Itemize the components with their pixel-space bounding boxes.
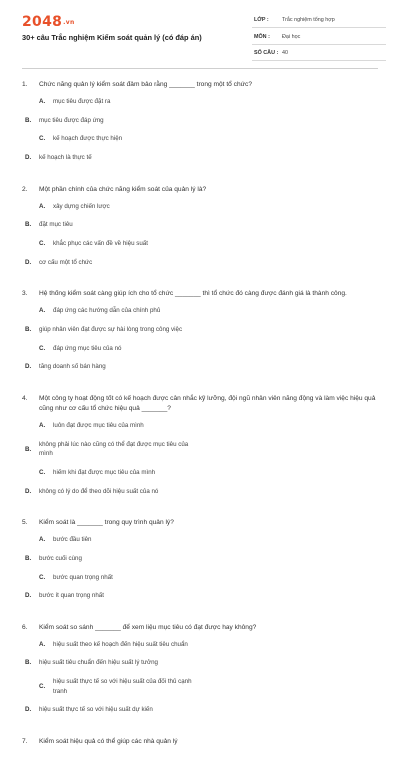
header-divider bbox=[22, 68, 378, 69]
question-item bbox=[22, 737, 378, 747]
option-text: xây dựng chiến lược bbox=[53, 202, 110, 210]
option-text: hiệu suất thực tế so với hiệu suất dự kiến bbox=[39, 706, 153, 714]
answer-option[interactable] bbox=[25, 153, 197, 163]
meta-row-class bbox=[252, 14, 386, 28]
option-letter: C. bbox=[39, 135, 46, 143]
answer-option[interactable] bbox=[25, 325, 197, 335]
question-number: 4. bbox=[22, 394, 28, 402]
option-letter: B. bbox=[25, 116, 32, 124]
answer-option[interactable] bbox=[25, 362, 197, 372]
option-letter: B. bbox=[25, 325, 32, 333]
question-number: 3. bbox=[22, 290, 28, 298]
answer-option[interactable] bbox=[39, 306, 211, 316]
option-text: hiệu suất thực tế so với hiệu suất của đối thủ cạnh tranh bbox=[53, 678, 192, 695]
page-title: 30+ câu Trắc nghiệm Kiểm soát quản lý (có đáp án) bbox=[22, 33, 202, 42]
option-text: bước ít quan trọng nhất bbox=[39, 592, 104, 600]
question-text: Kiểm soát hiệu quả có thể giúp các nhà quản lý bbox=[39, 737, 178, 745]
question-item bbox=[22, 185, 378, 277]
question-stem bbox=[22, 623, 378, 633]
question-number: 5. bbox=[22, 519, 28, 527]
answer-option[interactable] bbox=[39, 134, 211, 144]
option-letter: C. bbox=[39, 682, 46, 690]
option-letter: B. bbox=[25, 554, 32, 562]
question-text: Kiểm soát so sánh _______ để xem liệu mục tiêu có đạt được hay không? bbox=[39, 623, 257, 631]
answer-option[interactable] bbox=[39, 239, 211, 249]
question-item bbox=[22, 623, 378, 724]
logo-text: 2048 bbox=[22, 14, 63, 30]
question-text: Một công ty hoạt động tốt có kế hoạch được cân nhắc kỹ lưỡng, đội ngũ nhân viên năng động và làm việc hiệu quả cũng như cơ cấu tổ chức hiệu quả _______? bbox=[39, 394, 376, 412]
option-letter: D. bbox=[25, 592, 32, 600]
option-text: hiệu suất tiêu chuẩn đến hiệu suất lý tưởng bbox=[39, 659, 158, 667]
answer-option[interactable] bbox=[25, 258, 197, 268]
question-text: Một phần chính của chức năng kiểm soát của quản lý là? bbox=[39, 185, 207, 193]
question-stem bbox=[22, 289, 378, 299]
meta-label: MÔN : bbox=[254, 33, 270, 40]
option-letter: B. bbox=[25, 445, 32, 453]
answer-option[interactable] bbox=[39, 640, 211, 650]
option-letter: B. bbox=[25, 221, 32, 229]
options-grid bbox=[22, 421, 378, 505]
answer-option[interactable] bbox=[39, 344, 211, 354]
option-text: bước cuối cùng bbox=[39, 554, 82, 562]
option-text: đáp ứng mục tiêu của nó bbox=[53, 344, 122, 352]
answer-option[interactable] bbox=[39, 202, 211, 212]
option-letter: C. bbox=[39, 468, 46, 476]
option-text: luôn đạt được mục tiêu của mình bbox=[53, 422, 144, 430]
answer-option[interactable] bbox=[39, 468, 211, 478]
option-text: khắc phục các vấn đề về hiệu suất bbox=[53, 239, 148, 247]
option-text: hiếm khi đạt được mục tiêu của mình bbox=[53, 468, 156, 476]
option-letter: A. bbox=[39, 307, 46, 315]
options-grid bbox=[22, 640, 378, 724]
option-letter: C. bbox=[39, 239, 46, 247]
option-text: bước quan trọng nhất bbox=[53, 573, 113, 581]
question-stem bbox=[22, 394, 378, 414]
question-stem bbox=[22, 80, 378, 90]
option-letter: A. bbox=[39, 202, 46, 210]
option-letter: D. bbox=[25, 487, 32, 495]
meta-value: 40 bbox=[282, 50, 288, 56]
option-letter: C. bbox=[39, 573, 46, 581]
options-grid bbox=[22, 202, 378, 276]
option-text: đáp ứng các hướng dẫn của chính phủ bbox=[53, 307, 161, 315]
option-letter: C. bbox=[39, 344, 46, 352]
meta-row-subject bbox=[252, 31, 386, 45]
option-text: kế hoạch là thực tế bbox=[39, 153, 92, 161]
meta-box bbox=[252, 14, 386, 64]
meta-value: Trắc nghiệm tổng hợp bbox=[282, 17, 335, 23]
option-text: mục tiêu được đặt ra bbox=[53, 98, 111, 106]
option-text: tăng doanh số bán hàng bbox=[39, 363, 106, 371]
answer-option[interactable] bbox=[25, 705, 197, 715]
question-item bbox=[22, 518, 378, 610]
option-text: đặt mục tiêu bbox=[39, 221, 73, 229]
answer-option[interactable] bbox=[39, 573, 211, 583]
question-text: Hệ thống kiểm soát càng giúp ích cho tổ chức _______ thì tổ chức đó càng được đánh giá là thành công. bbox=[39, 290, 347, 298]
question-text: Chức năng quản lý kiểm soát đảm bảo rằng _______ trong một tổ chức? bbox=[39, 81, 252, 88]
option-letter: B. bbox=[25, 659, 32, 667]
option-letter: A. bbox=[39, 536, 46, 544]
option-text: giúp nhân viên đạt được sự hài lòng trong công việc bbox=[39, 325, 183, 333]
options-grid bbox=[22, 97, 378, 171]
logo-suffix: .vn bbox=[63, 18, 75, 26]
answer-option[interactable] bbox=[25, 116, 197, 126]
question-stem bbox=[22, 737, 378, 747]
answer-option[interactable] bbox=[25, 591, 197, 601]
answer-option[interactable] bbox=[39, 535, 211, 545]
options-grid bbox=[22, 535, 378, 609]
answer-option[interactable] bbox=[39, 421, 211, 431]
question-stem bbox=[22, 518, 378, 528]
question-item bbox=[22, 394, 378, 505]
question-number: 1. bbox=[22, 81, 28, 88]
meta-label: LỚP : bbox=[254, 17, 269, 23]
option-letter: D. bbox=[25, 258, 32, 266]
option-text: cơ cấu một tổ chức bbox=[39, 258, 93, 266]
question-stem bbox=[22, 185, 378, 195]
meta-label: SỐ CÂU : bbox=[254, 50, 279, 56]
option-text: bước đầu tiên bbox=[53, 536, 92, 544]
site-logo[interactable] bbox=[22, 14, 75, 30]
question-text: Kiểm soát là _______ trong quy trình quản lý? bbox=[39, 519, 174, 527]
option-text: mục tiêu được đáp ứng bbox=[39, 116, 104, 124]
option-text: không phải lúc nào cũng có thể đạt được mục tiêu của mình bbox=[39, 440, 189, 458]
answer-option[interactable] bbox=[39, 677, 211, 696]
question-item bbox=[22, 80, 378, 172]
option-letter: A. bbox=[39, 98, 46, 106]
options-grid bbox=[22, 306, 378, 380]
header bbox=[0, 0, 400, 64]
option-text: không có lý do để theo dõi hiệu suất của nó bbox=[39, 487, 159, 495]
option-letter: D. bbox=[25, 363, 32, 371]
option-letter: D. bbox=[25, 153, 32, 161]
answer-option[interactable] bbox=[25, 658, 197, 668]
meta-row-count bbox=[252, 47, 386, 61]
question-number: 7. bbox=[22, 737, 28, 745]
question-number: 2. bbox=[22, 185, 28, 193]
meta-value: Đại học bbox=[282, 33, 301, 40]
question-item bbox=[22, 289, 378, 381]
option-letter: A. bbox=[39, 640, 46, 648]
answer-option[interactable] bbox=[25, 440, 197, 459]
option-text: kế hoạch được thực hiện bbox=[53, 135, 123, 143]
question-list bbox=[22, 80, 378, 760]
answer-option[interactable] bbox=[39, 97, 211, 107]
option-letter: D. bbox=[25, 706, 32, 714]
option-text: hiệu suất theo kế hoạch đến hiệu suất tiêu chuẩn bbox=[53, 640, 188, 648]
question-number: 6. bbox=[22, 623, 28, 631]
answer-option[interactable] bbox=[25, 554, 197, 564]
answer-option[interactable] bbox=[25, 220, 197, 230]
option-letter: A. bbox=[39, 422, 46, 430]
answer-option[interactable] bbox=[25, 487, 197, 497]
